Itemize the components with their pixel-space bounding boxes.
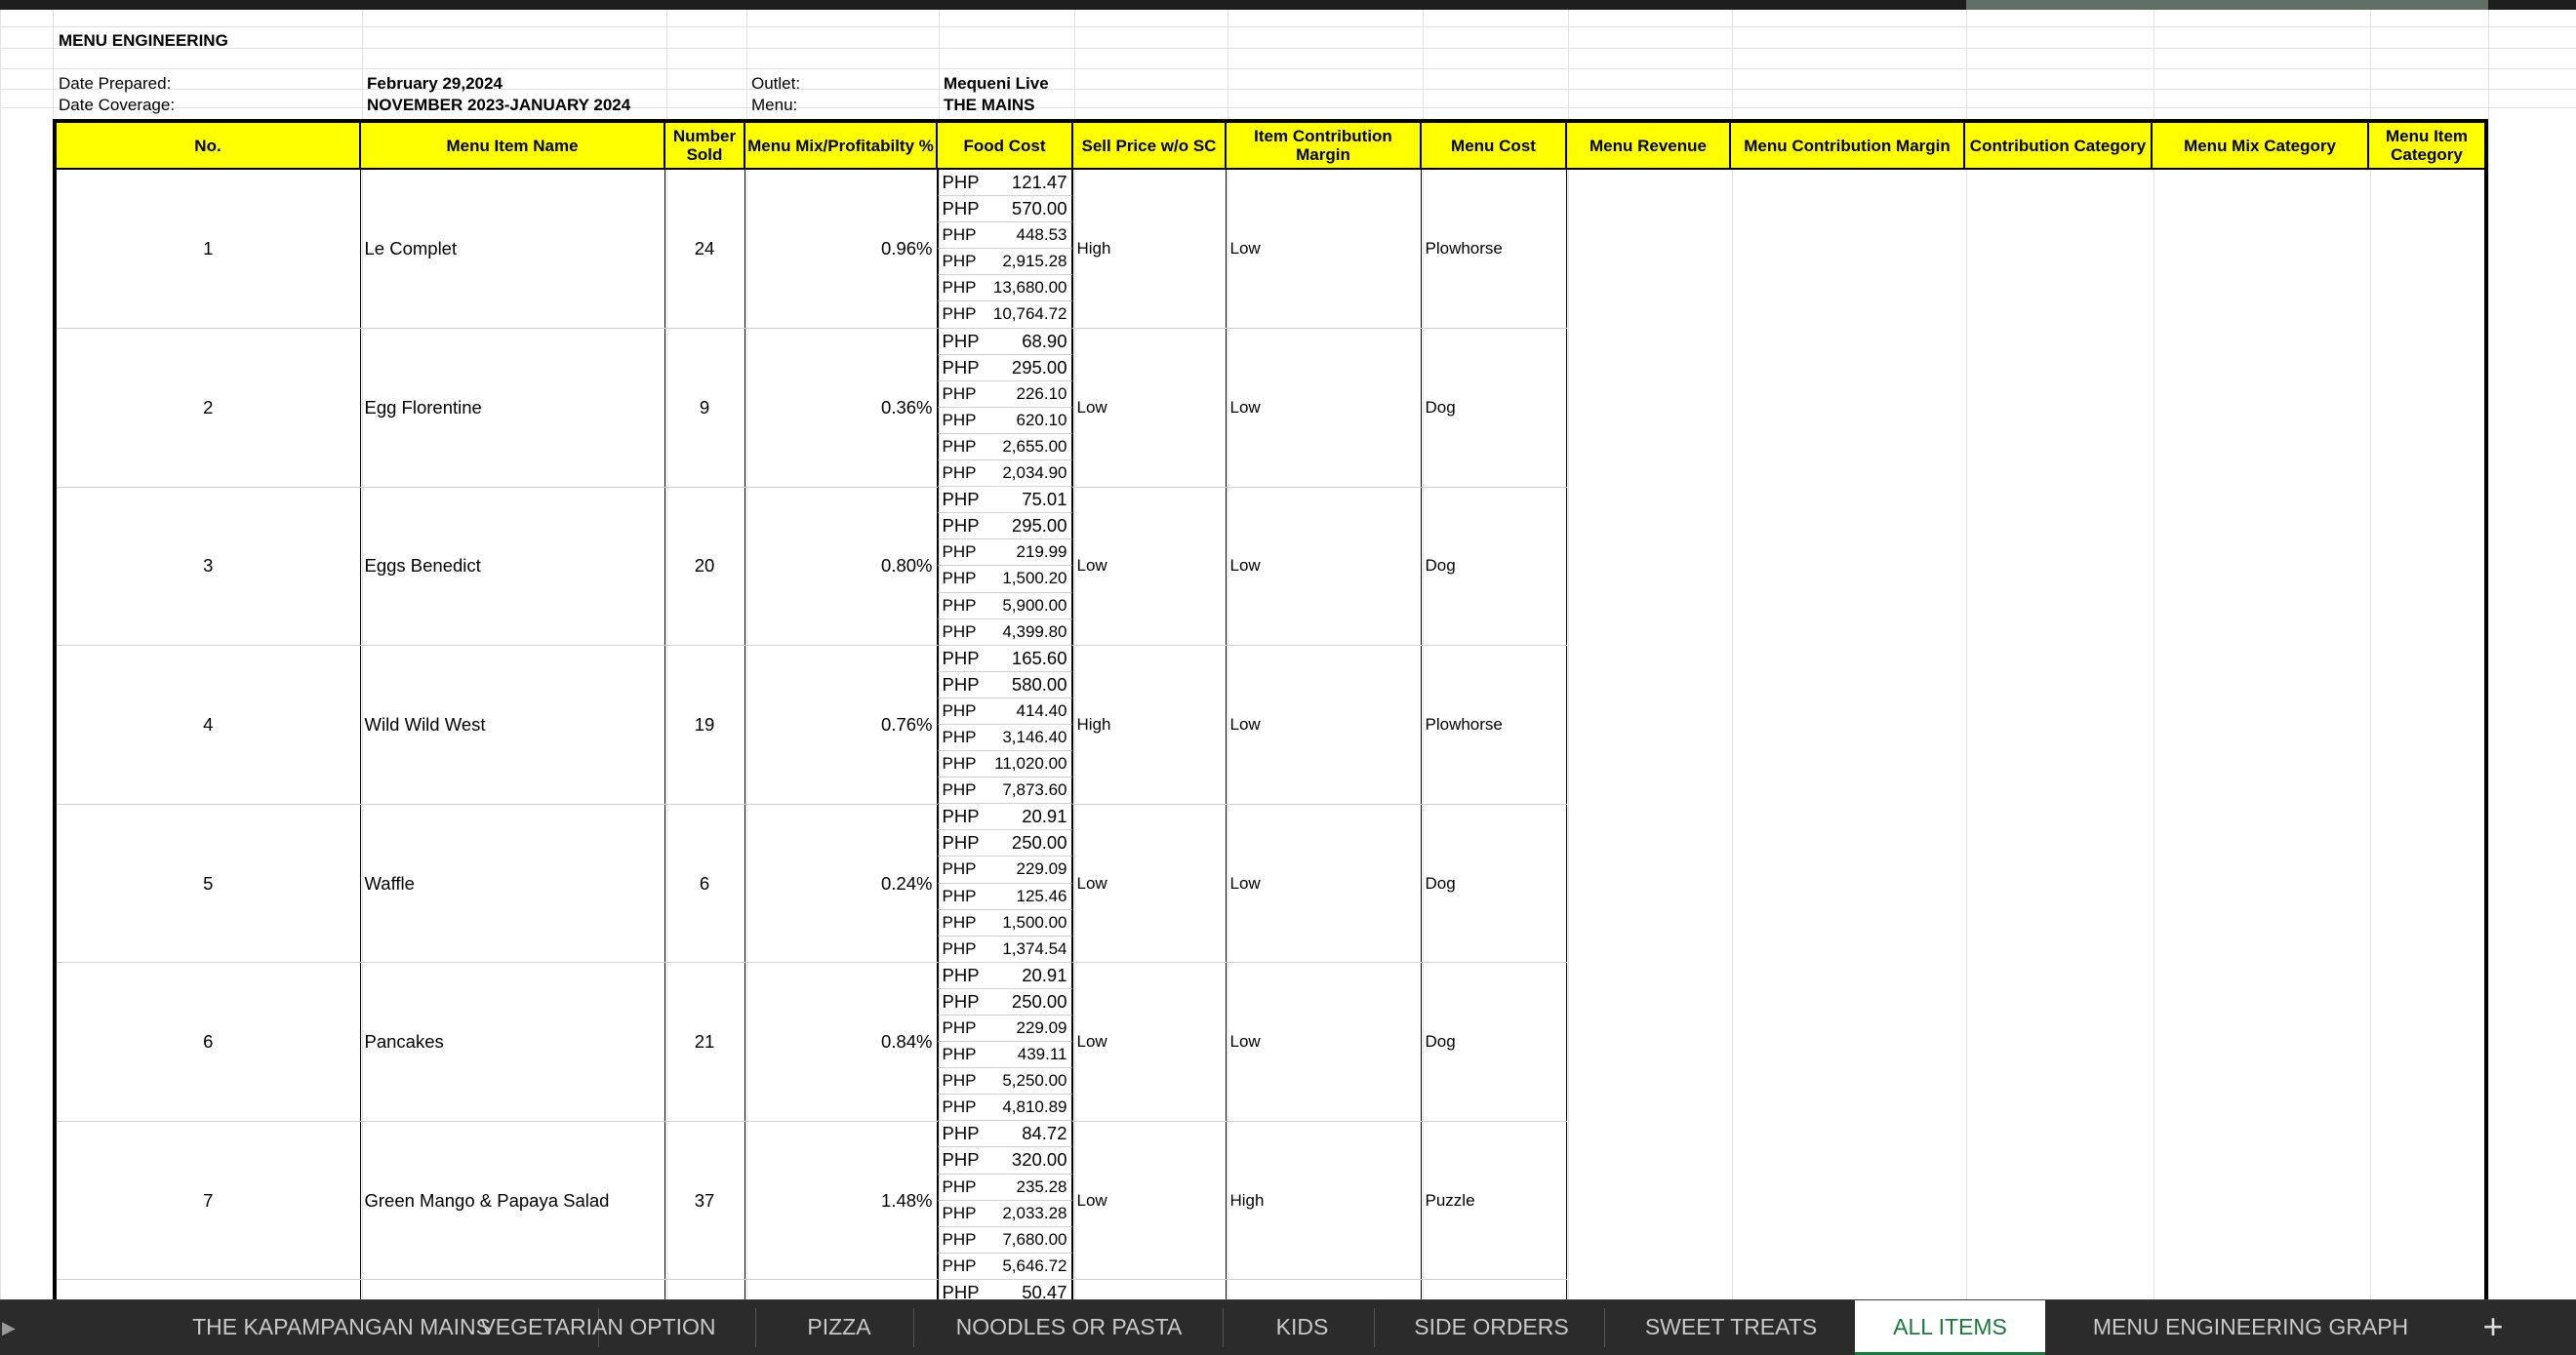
menu-item-category-cell[interactable]: Dog	[1421, 487, 1566, 646]
menu-contribution-margin-cell[interactable]	[938, 460, 1072, 487]
amount-value: 448.53	[1016, 225, 1067, 245]
sheet-tab-bar	[0, 1299, 2576, 1355]
amount-value: 10,764.72	[992, 304, 1067, 324]
number-sold-cell[interactable]: 19	[664, 646, 745, 805]
currency-label: PHP	[942, 1255, 977, 1275]
row-number-cell[interactable]: 1	[55, 169, 360, 329]
sheet-tab[interactable]: NOODLES OR PASTA	[955, 1314, 1183, 1339]
amount-value: 7,873.60	[1002, 780, 1067, 800]
column-header[interactable]: No.	[55, 121, 360, 169]
currency-label: PHP	[942, 304, 977, 324]
currency-label: PHP	[942, 515, 980, 537]
menu-cost-cell[interactable]	[938, 725, 1072, 751]
food-cost-cell[interactable]	[938, 1121, 1072, 1147]
table-row	[55, 646, 2486, 805]
currency-label: PHP	[942, 356, 980, 378]
currency-label: PHP	[942, 330, 980, 351]
amount-value: 295.00	[1011, 356, 1067, 378]
currency-label: PHP	[942, 1123, 980, 1144]
amount-value: 165.60	[1011, 647, 1067, 668]
menu-contribution-margin-cell[interactable]	[938, 301, 1072, 328]
amount-value: 250.00	[1011, 832, 1067, 854]
amount-value: 320.00	[1011, 1149, 1067, 1171]
item-name-cell[interactable]: Le Complet	[360, 169, 664, 329]
row-number-cell[interactable]: 6	[55, 963, 360, 1122]
currency-label: PHP	[942, 463, 977, 483]
menu-cost-cell[interactable]	[938, 566, 1072, 592]
menu-item-category-cell[interactable]: Plowhorse	[1421, 169, 1566, 329]
amount-value: 84.72	[1022, 1123, 1067, 1144]
item-name-cell[interactable]: Egg Florentine	[360, 329, 664, 488]
menu-cost-cell[interactable]	[938, 249, 1072, 275]
amount-value: 570.00	[1011, 198, 1067, 219]
menu-item-category-cell[interactable]: Dog	[1421, 804, 1566, 963]
food-cost-cell[interactable]	[938, 646, 1072, 672]
amount-value: 5,646.72	[1002, 1255, 1067, 1275]
item-contribution-margin-cell[interactable]	[938, 857, 1072, 883]
currency-label: PHP	[942, 569, 977, 588]
table-row	[55, 487, 2486, 646]
currency-label: PHP	[942, 436, 977, 456]
table-row	[55, 804, 2486, 963]
item-contribution-margin-cell[interactable]	[938, 1016, 1072, 1042]
currency-label: PHP	[942, 383, 977, 403]
date-coverage-value[interactable]: NOVEMBER 2023-JANUARY 2024	[367, 96, 631, 114]
item-name-cell[interactable]: Wild Wild West	[360, 646, 664, 805]
menu-mix-category-cell[interactable]: Low	[1226, 804, 1421, 963]
currency-label: PHP	[942, 225, 977, 245]
amount-value: 4,399.80	[1002, 621, 1067, 641]
menu-contribution-margin-cell[interactable]	[938, 777, 1072, 804]
amount-value: 11,020.00	[994, 754, 1067, 774]
menu-contribution-margin-cell[interactable]	[938, 619, 1072, 646]
food-cost-cell[interactable]	[938, 170, 1072, 196]
currency-label: PHP	[942, 1097, 977, 1117]
contribution-category-cell[interactable]: Low	[1072, 1121, 1226, 1280]
currency-label: PHP	[942, 990, 980, 1012]
column-header[interactable]: Menu Cost	[1421, 121, 1566, 169]
amount-value: 295.00	[1011, 515, 1067, 537]
tab-separator	[1604, 1308, 1605, 1347]
report-info	[0, 10, 2576, 117]
amount-value: 20.91	[1022, 964, 1067, 985]
amount-value: 229.09	[1016, 859, 1067, 879]
item-contribution-margin-cell[interactable]	[938, 222, 1072, 249]
menu-mix-category-cell[interactable]: Low	[1226, 329, 1421, 488]
menu-revenue-cell[interactable]	[938, 910, 1072, 937]
item-contribution-margin-cell[interactable]	[938, 698, 1072, 725]
amount-value: 439.11	[1017, 1045, 1067, 1064]
currency-label: PHP	[942, 621, 977, 641]
currency-label: PHP	[942, 172, 980, 192]
column-header[interactable]: Item Contribution Margin	[1226, 121, 1421, 169]
menu-cost-cell[interactable]	[938, 1201, 1072, 1227]
menu-mix-category-cell[interactable]	[1226, 1280, 1421, 1299]
contribution-category-cell[interactable]: High	[1072, 646, 1226, 805]
amount-value: 50.47	[1022, 1281, 1067, 1299]
contribution-category-cell[interactable]: Low	[1072, 963, 1226, 1122]
food-cost-cell[interactable]	[938, 963, 1072, 989]
menu-revenue-cell[interactable]	[938, 1068, 1072, 1095]
currency-label: PHP	[942, 198, 980, 219]
menu-mix-category-cell[interactable]: Low	[1226, 169, 1421, 329]
currency-label: PHP	[942, 832, 980, 854]
plus-icon[interactable]: +	[2482, 1306, 2504, 1346]
menu-mix-percent-cell[interactable]: 0.80%	[745, 487, 937, 646]
currency-label: PHP	[942, 1045, 977, 1064]
item-name-cell[interactable]	[360, 1280, 664, 1299]
tab-separator	[1223, 1308, 1224, 1347]
menu-item-category-cell[interactable]: Dog	[1421, 329, 1566, 488]
contribution-category-cell[interactable]: Low	[1072, 487, 1226, 646]
menu-revenue-cell[interactable]	[938, 275, 1072, 301]
number-sold-cell[interactable]: 24	[664, 169, 745, 329]
menu-mix-percent-cell[interactable]: 0.36%	[745, 329, 937, 488]
menu-revenue-cell[interactable]	[938, 434, 1072, 460]
amount-value: 1,500.20	[1002, 569, 1067, 588]
menu-item-category-cell[interactable]: Plowhorse	[1421, 646, 1566, 805]
sheet-tab[interactable]: MENU ENGINEERING GRAPH	[2092, 1314, 2409, 1339]
currency-label: PHP	[942, 859, 977, 879]
sell-price-cell[interactable]	[938, 672, 1072, 698]
amount-value: 7,680.00	[1002, 1229, 1067, 1249]
report-title[interactable]: MENU ENGINEERING	[59, 31, 228, 50]
item-name-cell[interactable]: Green Mango & Papaya Salad	[360, 1121, 664, 1280]
sheet-tab[interactable]: ALL ITEMS	[1855, 1300, 2045, 1355]
food-cost-cell[interactable]	[938, 804, 1072, 830]
menu-revenue-cell[interactable]	[938, 751, 1072, 777]
amount-value: 229.09	[1016, 1018, 1067, 1037]
menu-label[interactable]: Menu:	[751, 96, 798, 114]
currency-label: PHP	[942, 964, 980, 985]
menu-contribution-margin-cell[interactable]	[938, 1254, 1072, 1280]
amount-value: 1,374.54	[1002, 938, 1067, 958]
table-body	[55, 169, 2486, 1299]
currency-label: PHP	[942, 1149, 980, 1171]
number-sold-cell[interactable]: 6	[664, 804, 745, 963]
currency-label: PHP	[942, 727, 977, 746]
amount-value: 5,250.00	[1002, 1071, 1067, 1091]
amount-value: 13,680.00	[992, 278, 1067, 298]
currency-label: PHP	[942, 1203, 977, 1222]
item-contribution-margin-cell[interactable]	[938, 539, 1072, 566]
currency-label: PHP	[942, 806, 980, 827]
sell-price-cell[interactable]	[938, 1147, 1072, 1174]
menu-mix-category-cell[interactable]: High	[1226, 1121, 1421, 1280]
triangle-left-icon[interactable]: ▶	[2, 1318, 16, 1337]
number-sold-cell[interactable]: 37	[664, 1121, 745, 1280]
amount-value: 1,500.00	[1002, 912, 1067, 932]
sell-price-cell[interactable]	[938, 355, 1072, 381]
tab-separator	[755, 1308, 756, 1347]
menu-mix-percent-cell[interactable]: 0.76%	[745, 646, 937, 805]
sheet-tab[interactable]: SIDE ORDERS	[1414, 1314, 1569, 1339]
menu-item-category-cell[interactable]: Dog	[1421, 963, 1566, 1122]
amount-value: 121.47	[1011, 172, 1067, 192]
row-number-cell[interactable]	[55, 1280, 360, 1299]
table-header-row	[55, 121, 2486, 169]
sheet-tab[interactable]: VEGETARIAN OPTION	[480, 1314, 716, 1339]
column-header[interactable]: Menu Mix Category	[2152, 121, 2368, 169]
column-header[interactable]: Menu Mix/Profitabilty %	[745, 121, 937, 169]
row-number-cell[interactable]: 2	[55, 329, 360, 488]
food-cost-cell[interactable]	[938, 1280, 1072, 1299]
sheet-tab[interactable]: PIZZA	[807, 1314, 871, 1339]
table-row	[55, 1121, 2486, 1280]
spreadsheet-grid[interactable]	[0, 10, 2576, 1299]
date-prepared-label[interactable]: Date Prepared:	[59, 74, 172, 93]
currency-label: PHP	[942, 252, 977, 271]
tab-separator	[1374, 1308, 1375, 1347]
top-bar	[0, 0, 2576, 10]
food-cost-cell[interactable]	[938, 487, 1072, 513]
currency-label: PHP	[942, 542, 977, 562]
menu-mix-percent-cell[interactable]: 0.84%	[745, 963, 937, 1122]
menu-engineering-table	[53, 119, 2488, 1299]
sheet-tab[interactable]: KIDS	[1275, 1314, 1329, 1339]
amount-value: 2,915.28	[1002, 252, 1067, 271]
column-header[interactable]: Contribution Category	[1964, 121, 2152, 169]
contribution-category-cell[interactable]	[1072, 1280, 1226, 1299]
currency-label: PHP	[942, 938, 977, 958]
amount-value: 2,655.00	[1002, 436, 1067, 456]
outlet-label[interactable]: Outlet:	[751, 74, 801, 93]
menu-item-category-cell[interactable]	[1421, 1280, 1566, 1299]
column-header[interactable]: Number Sold	[664, 121, 745, 169]
menu-mix-category-cell[interactable]: Low	[1226, 646, 1421, 805]
number-sold-cell[interactable]: 20	[664, 487, 745, 646]
contribution-category-cell[interactable]: Low	[1072, 329, 1226, 488]
row-number-cell[interactable]: 4	[55, 646, 360, 805]
amount-value: 125.46	[1016, 886, 1067, 905]
menu-mix-percent-cell[interactable]: 0.24%	[745, 804, 937, 963]
amount-value: 580.00	[1011, 673, 1067, 695]
item-name-cell[interactable]: Waffle	[360, 804, 664, 963]
amount-value: 3,146.40	[1002, 727, 1067, 746]
amount-value: 4,810.89	[1002, 1097, 1067, 1117]
item-contribution-margin-cell[interactable]	[938, 1175, 1072, 1201]
amount-value: 75.01	[1022, 489, 1067, 510]
date-prepared-value[interactable]: February 29,2024	[367, 74, 503, 93]
column-header[interactable]: Menu Item Name	[360, 121, 664, 169]
selected-cell-indicator	[1966, 0, 2488, 10]
menu-mix-category-cell[interactable]: Low	[1226, 487, 1421, 646]
amount-value: 250.00	[1011, 990, 1067, 1012]
sell-price-cell[interactable]	[938, 830, 1072, 857]
item-contribution-margin-cell[interactable]	[938, 381, 1072, 408]
sell-price-cell[interactable]	[938, 196, 1072, 222]
currency-label: PHP	[942, 595, 977, 615]
amount-value: 620.10	[1016, 410, 1067, 429]
amount-value: 235.28	[1016, 1176, 1067, 1196]
currency-label: PHP	[942, 278, 977, 298]
number-sold-cell[interactable]	[664, 1280, 745, 1299]
column-header[interactable]: Menu Contribution Margin	[1730, 121, 1964, 169]
column-header[interactable]: Menu Revenue	[1566, 121, 1730, 169]
menu-cost-cell[interactable]	[938, 408, 1072, 434]
menu-cost-cell[interactable]	[938, 884, 1072, 910]
menu-revenue-cell[interactable]	[938, 1227, 1072, 1254]
currency-label: PHP	[942, 912, 977, 932]
menu-mix-percent-cell[interactable]	[745, 1280, 937, 1299]
currency-label: PHP	[942, 647, 980, 668]
currency-label: PHP	[942, 1281, 980, 1299]
menu-mix-percent-cell[interactable]: 0.96%	[745, 169, 937, 329]
menu-value[interactable]: THE MAINS	[944, 96, 1035, 114]
contribution-category-cell[interactable]: High	[1072, 169, 1226, 329]
food-cost-cell[interactable]	[938, 329, 1072, 355]
currency-label: PHP	[942, 410, 977, 429]
date-coverage-label[interactable]: Date Coverage:	[59, 96, 176, 114]
menu-cost-cell[interactable]	[938, 1042, 1072, 1068]
currency-label: PHP	[942, 1018, 977, 1037]
row-number-cell[interactable]: 7	[55, 1121, 360, 1280]
menu-contribution-margin-cell[interactable]	[938, 937, 1072, 963]
amount-value: 226.10	[1016, 383, 1067, 403]
row-number-cell[interactable]: 3	[55, 487, 360, 646]
currency-label: PHP	[942, 1229, 977, 1249]
amount-value: 414.40	[1016, 700, 1067, 720]
column-header[interactable]: Menu Item Category	[2368, 121, 2486, 169]
number-sold-cell[interactable]: 9	[664, 329, 745, 488]
sheet-tab[interactable]: SWEET TREATS	[1644, 1314, 1818, 1339]
currency-label: PHP	[942, 673, 980, 695]
menu-mix-category-cell[interactable]: Low	[1226, 963, 1421, 1122]
number-sold-cell[interactable]: 21	[664, 963, 745, 1122]
table-row	[55, 963, 2486, 1122]
menu-revenue-cell[interactable]	[938, 593, 1072, 619]
tab-separator	[913, 1308, 914, 1347]
currency-label: PHP	[942, 886, 977, 905]
amount-value: 68.90	[1022, 330, 1067, 351]
currency-label: PHP	[942, 1071, 977, 1091]
sell-price-cell[interactable]	[938, 513, 1072, 539]
table-row	[55, 1280, 2486, 1299]
row-number-cell[interactable]: 5	[55, 804, 360, 963]
contribution-category-cell[interactable]: Low	[1072, 804, 1226, 963]
amount-value: 2,033.28	[1002, 1203, 1067, 1222]
currency-label: PHP	[942, 754, 977, 774]
table-row	[55, 329, 2486, 488]
sell-price-cell[interactable]	[938, 989, 1072, 1016]
item-name-cell[interactable]: Eggs Benedict	[360, 487, 664, 646]
amount-value: 5,900.00	[1002, 595, 1067, 615]
item-name-cell[interactable]: Pancakes	[360, 963, 664, 1122]
outlet-value[interactable]: Mequeni Live	[944, 74, 1049, 93]
menu-mix-percent-cell[interactable]: 1.48%	[745, 1121, 937, 1280]
menu-contribution-margin-cell[interactable]	[938, 1095, 1072, 1121]
column-header[interactable]: Food Cost	[937, 121, 1072, 169]
table-row	[55, 169, 2486, 329]
amount-value: 20.91	[1022, 806, 1067, 827]
amount-value: 219.99	[1016, 542, 1067, 562]
currency-label: PHP	[942, 700, 977, 720]
currency-label: PHP	[942, 1176, 977, 1196]
currency-label: PHP	[942, 780, 977, 800]
sheet-tab[interactable]: THE KAPAMPANGAN MAINS	[192, 1314, 491, 1339]
column-header[interactable]: Sell Price w/o SC	[1072, 121, 1226, 169]
amount-value: 2,034.90	[1002, 463, 1067, 483]
currency-label: PHP	[942, 489, 980, 510]
menu-item-category-cell[interactable]: Puzzle	[1421, 1121, 1566, 1280]
grid-line	[2488, 10, 2489, 1299]
